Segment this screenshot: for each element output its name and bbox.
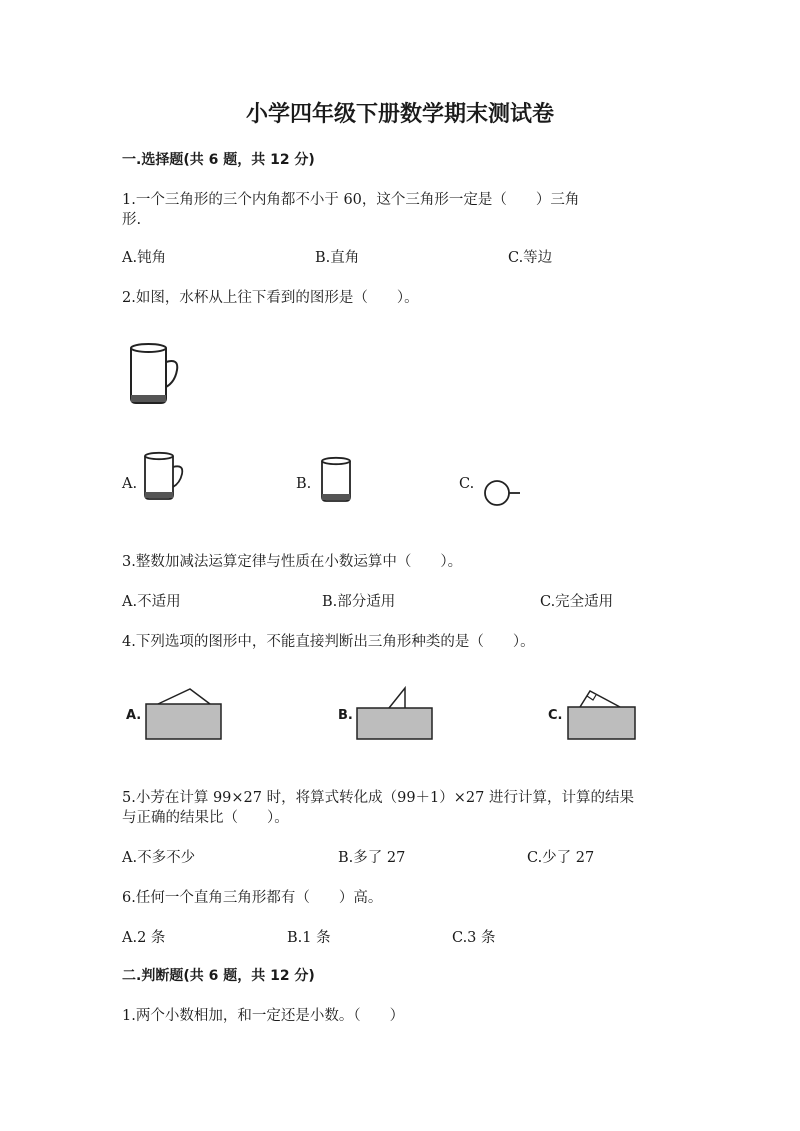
question-2-option-c: C. [459, 476, 475, 492]
question-4-text: 4.下列选项的图形中，不能直接判断出三角形种类的是（ ）。 [122, 634, 535, 650]
question-1-text-cont: 形. [122, 212, 142, 228]
question-2-option-b: B. [296, 476, 312, 492]
circle-with-handle-icon [482, 478, 524, 510]
question-5-option-a: A.不多不少 [122, 850, 196, 866]
question-6-option-c: C.3 条 [452, 930, 496, 946]
section-heading-judge: 二.判断题(共 6 题，共 12 分) [122, 968, 315, 984]
question-3-text: 3.整数加减法运算定律与性质在小数运算中（ ）。 [122, 554, 463, 570]
mug-with-handle-icon [125, 340, 183, 408]
question-1-text: 1.一个三角形的三个内角都不小于 60，这个三角形一定是（ ）三角 [122, 192, 580, 208]
question-3-option-b: B.部分适用 [322, 594, 396, 610]
question-1-option-a: A.钝角 [122, 250, 167, 266]
question-4-option-a: A. [126, 708, 142, 723]
question-6-option-b: B.1 条 [287, 930, 331, 946]
question-5-option-c: C.少了 27 [527, 850, 595, 866]
question-2-option-a: A. [122, 476, 138, 492]
question-4-option-b: B. [338, 708, 353, 723]
mug-side-view-icon [140, 450, 188, 504]
question-5-option-b: B.多了 27 [338, 850, 406, 866]
question-3-option-a: A.不适用 [122, 594, 181, 610]
cup-no-handle-icon [318, 455, 354, 505]
section-heading-choice: 一.选择题(共 6 题，共 12 分) [122, 152, 315, 168]
question-1-option-b: B.直角 [315, 250, 360, 266]
question-2-text: 2.如图，水杯从上往下看到的图形是（ ）。 [122, 290, 419, 306]
question-1-option-c: C.等边 [508, 250, 553, 266]
question-6-option-a: A.2 条 [122, 930, 166, 946]
judge-question-1-text: 1.两个小数相加，和一定还是小数。（ ） [122, 1008, 405, 1024]
rect-with-right-triangle-vertical [355, 685, 435, 743]
question-5-text: 5.小芳在计算 99×27 时，将算式转化成（99＋1）×27 进行计算，计算的结果 [122, 790, 634, 806]
page-title: 小学四年级下册数学期末测试卷 [245, 101, 554, 127]
rect-with-right-angle-mark [566, 685, 638, 743]
question-4-option-c: C. [548, 708, 563, 723]
question-3-option-c: C.完全适用 [540, 594, 614, 610]
question-5-text-cont: 与正确的结果比（ ）。 [122, 810, 289, 826]
question-6-text: 6.任何一个直角三角形都有（ ）高。 [122, 890, 383, 906]
rect-with-obtuse-triangle [144, 685, 224, 743]
